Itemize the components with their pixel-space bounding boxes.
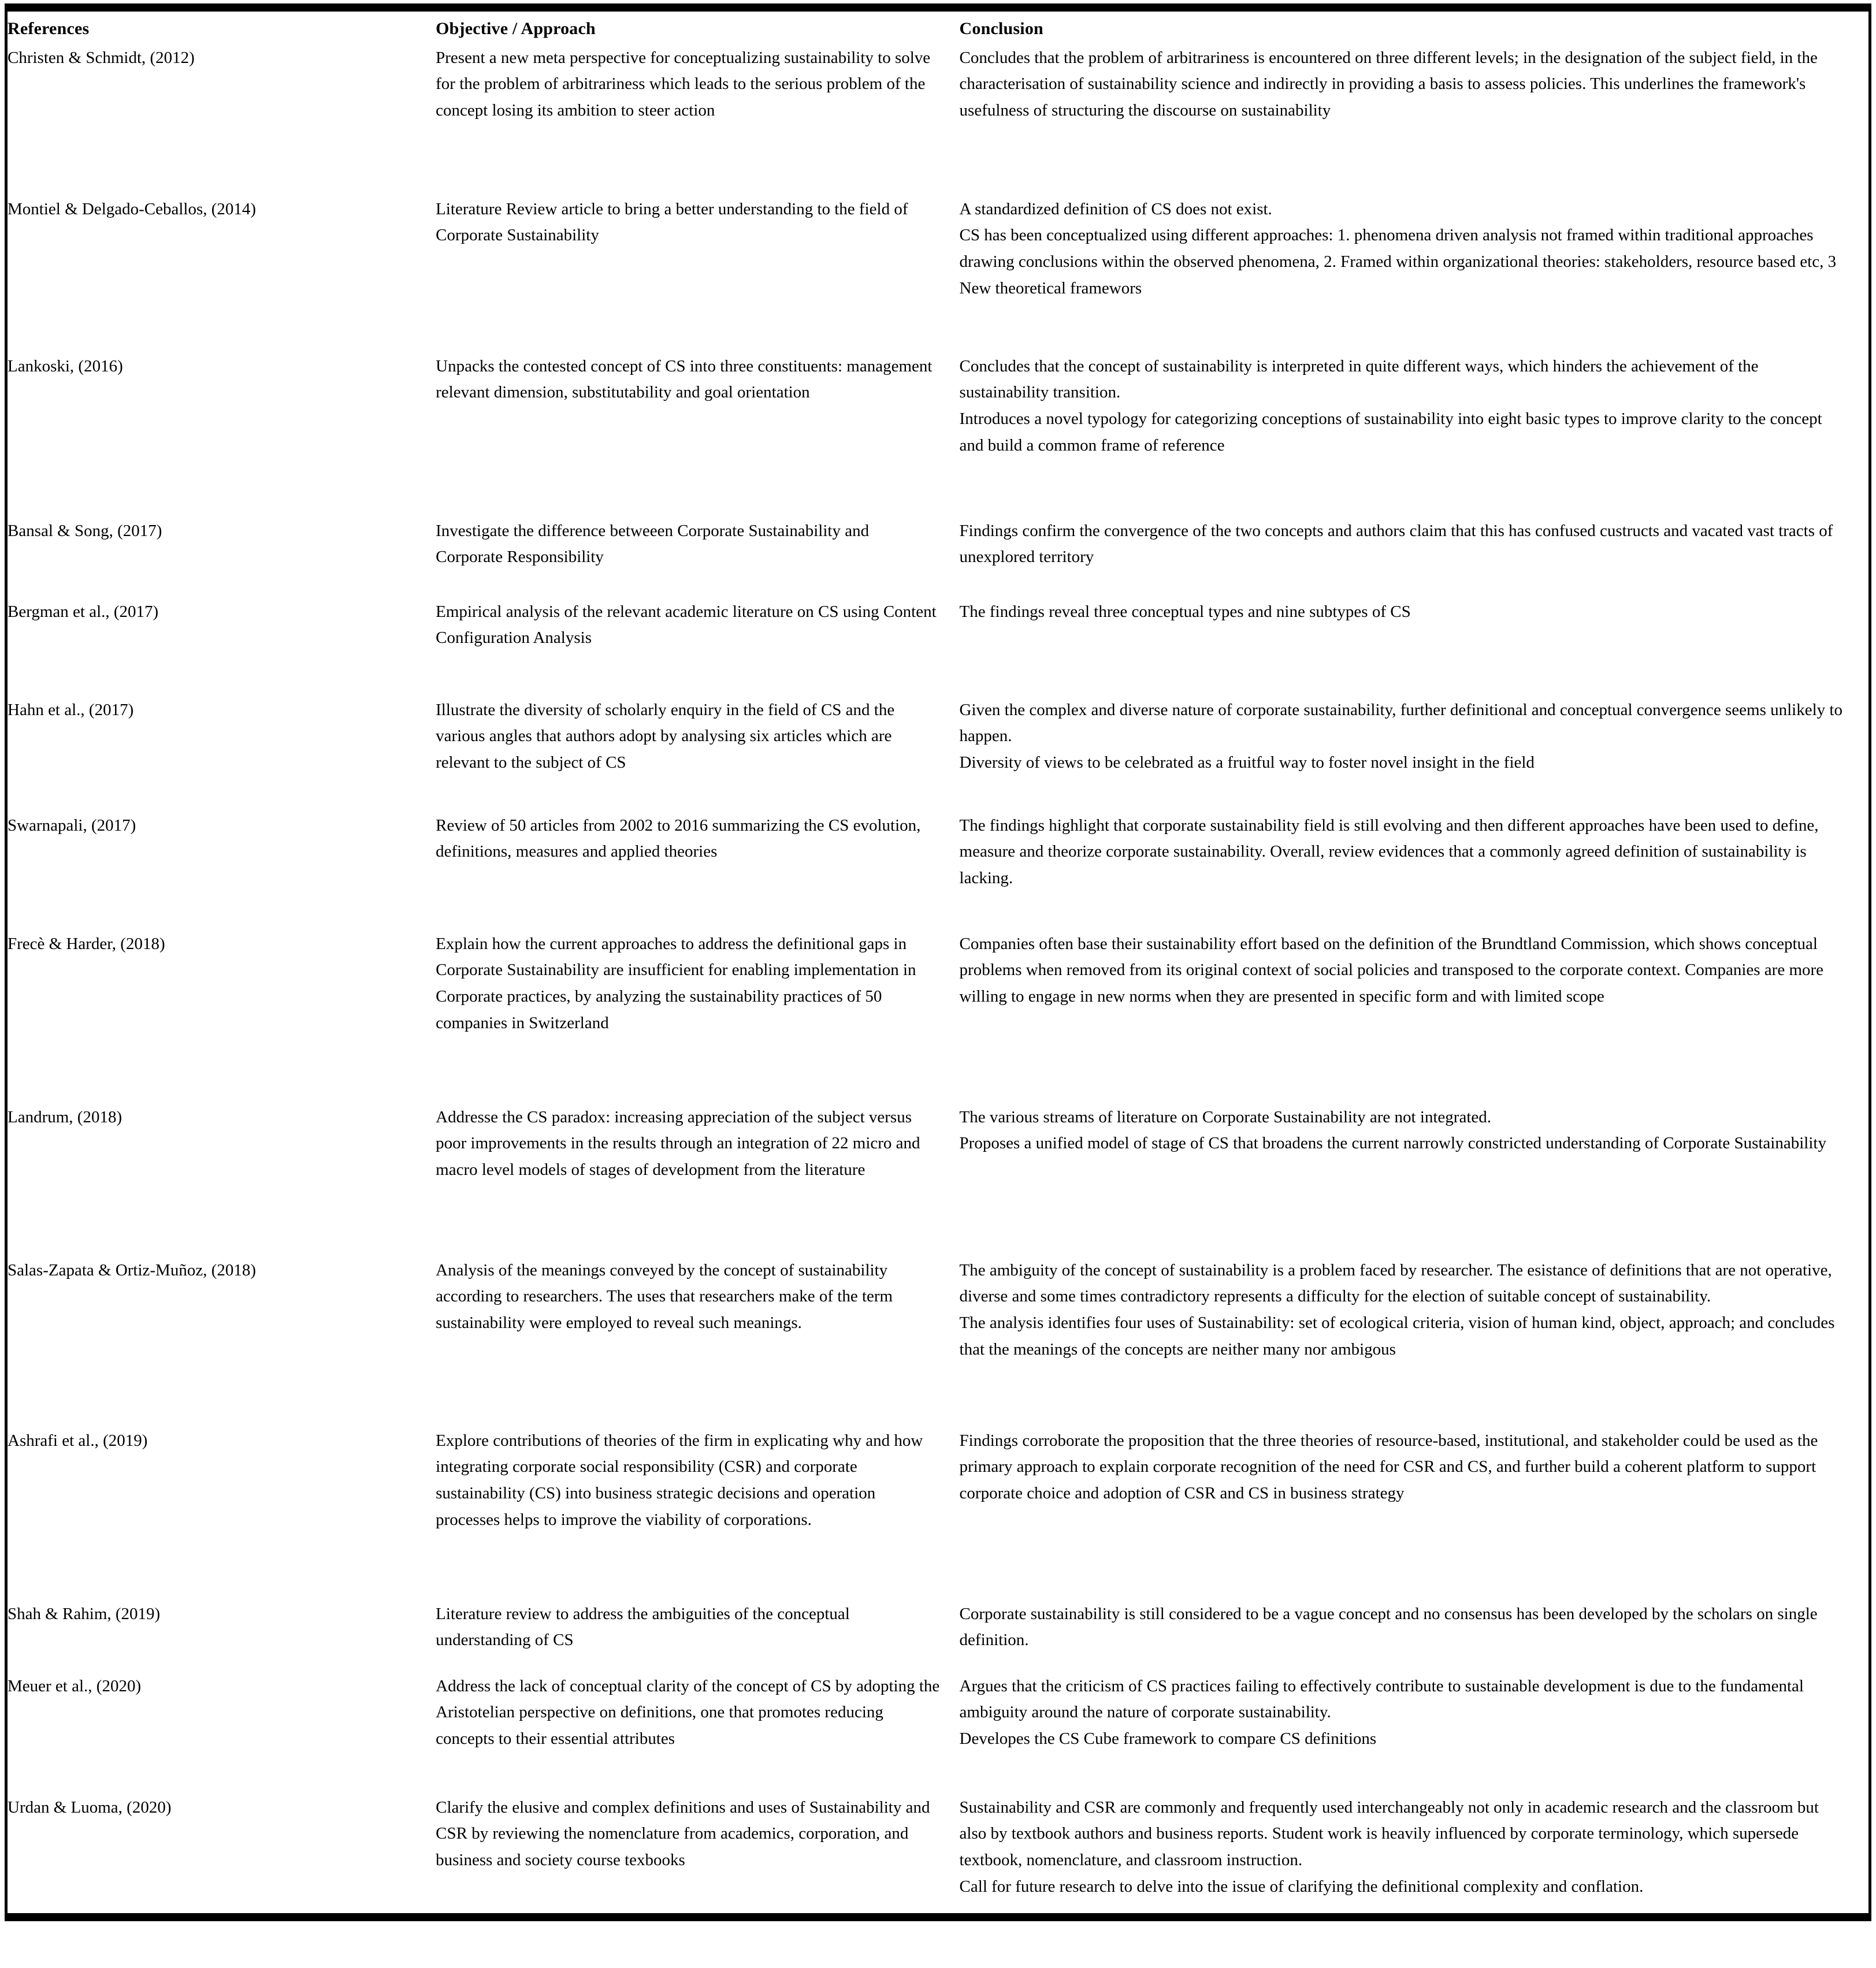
column-header-references: References <box>8 19 90 38</box>
cell-paragraph: Unpacks the contested concept of CS into three constituents: management relevant dimension, substitutability and goal orientation <box>436 356 933 402</box>
cell-paragraph: The findings reveal three conceptual types and nine subtypes of CS <box>959 602 1411 621</box>
cell-paragraph: Call for future research to delve into the issue of clarifying the definitional complexity and conflation. <box>959 1877 1644 1896</box>
cell-paragraph: Given the complex and diverse nature of corporate sustainability, further definitional and conceptual convergence seems unlikely to happen. <box>959 700 1842 746</box>
cell-conclusion <box>960 1258 1868 1428</box>
cell-paragraph: Argues that the criticism of CS practices failing to effectively contribute to sustainable development is due to the fundamental ambiguity around the nature of corporate sustainability. <box>959 1676 1804 1722</box>
cell-conclusion <box>960 518 1868 599</box>
cell-paragraph: Present a new meta perspective for conceptualizing sustainability to solve for the problem of arbitrariness which leads to the serious problem of the concept losing its ambition to steer action <box>436 48 931 120</box>
reference-citation: Ashrafi et al., (2019) <box>8 1431 148 1450</box>
cell-reference <box>8 196 436 354</box>
literature-review-table <box>8 6 1868 1968</box>
cell-reference <box>8 1795 436 1968</box>
reference-citation: Urdan & Luoma, (2020) <box>8 1798 172 1817</box>
reference-citation: Lankoski, (2016) <box>8 356 123 375</box>
cell-paragraph: Concludes that the problem of arbitrariness is encountered on three different levels; in the designation of the subject field, in the characterisation of sustainability science and indirectly in providing a basis to assess policies. This underlines the framework's usefulness of structuring the discourse on sustainability <box>959 48 1818 120</box>
cell-paragraph: Diversity of views to be celebrated as a fruitful way to foster novel insight in the field <box>959 753 1535 772</box>
table-body <box>8 45 1868 1968</box>
cell-reference <box>8 1258 436 1428</box>
cell-paragraph: Findings confirm the convergence of the two concepts and authors claim that this has confused custructs and vacated vast tracts of unexplored territory <box>959 521 1833 567</box>
cell-paragraph: Empirical analysis of the relevant academic literature on CS using Content Configuration Analysis <box>436 602 937 648</box>
cell-reference <box>8 1428 436 1601</box>
cell-paragraph: Clarify the elusive and complex definitions and uses of Sustainability and CSR by reviewing the nomenclature from academics, corporation, and business and society course texbooks <box>436 1798 930 1870</box>
cell-reference <box>8 45 436 196</box>
cell-paragraph: Explore contributions of theories of the firm in explicating why and how integrating corporate social responsibility (CSR) and corporate sustainability (CS) into business strategic decisions and operation processes helps to improve the viability of corporations. <box>436 1431 923 1529</box>
cell-objective <box>436 1104 959 1258</box>
table-bottom-rule <box>8 1913 1868 1918</box>
cell-reference <box>8 931 436 1104</box>
cell-paragraph: Corporate sustainability is still considered to be a vague concept and no consensus has been developed by the scholars on single definition. <box>959 1604 1818 1650</box>
cell-reference <box>8 1104 436 1258</box>
table-top-rule <box>8 6 1868 12</box>
cell-paragraph: Introduces a novel typology for categorizing conceptions of sustainability into eight basic types to improve clarity to the concept and build a common frame of reference <box>959 410 1822 455</box>
cell-reference <box>8 354 436 518</box>
reference-citation: Swarnapali, (2017) <box>8 816 136 835</box>
reference-citation: Christen & Schmidt, (2012) <box>8 48 195 67</box>
cell-objective <box>436 599 959 697</box>
cell-paragraph: Companies often base their sustainability effort based on the definition of the Brundtland Commission, which shows conceptual problems when removed from its original context of social policies and transposed to the corporate context. Companies are more willing to engage in new norms when they are presented in specific form and with limited scope <box>959 934 1824 1006</box>
table-row <box>8 1104 1868 1258</box>
table-row <box>8 1795 1868 1968</box>
cell-paragraph: CS has been conceptualized using different approaches: 1. phenomena driven analysis not framed within traditional approaches drawing conclusions within the observed phenomena, 2. Framed within organizational theories: stakeholders, resource based etc, 3 New theoretical framewors <box>959 226 1837 297</box>
cell-conclusion <box>960 45 1868 196</box>
cell-paragraph: The findings highlight that corporate sustainability field is still evolving and then different approaches have been used to define, measure and theorize corporate sustainability. Overall, review evidences that a commonly agreed definition of sustainability is lacking. <box>959 816 1819 888</box>
table-row <box>8 354 1868 518</box>
literature-review-table-frame <box>5 3 1871 1921</box>
cell-reference <box>8 697 436 813</box>
cell-conclusion <box>960 1673 1868 1795</box>
cell-objective <box>436 518 959 599</box>
cell-conclusion <box>960 697 1868 813</box>
cell-paragraph: Explain how the current approaches to address the definitional gaps in Corporate Sustainability are insufficient for enabling implementation in Corporate practices, by analyzing the sustainability practices of 50 companies in Switzerland <box>436 934 916 1032</box>
table-row <box>8 1258 1868 1428</box>
cell-paragraph: Findings corroborate the proposition that the three theories of resource-based, institutional, and stakeholder could be used as the primary approach to explain corporate recognition of the need for CSR and CS, and further build a coherent platform to support corporate choice and adoption of CSR and CS in business strategy <box>959 1431 1818 1503</box>
cell-objective <box>436 354 959 518</box>
table-row <box>8 1428 1868 1601</box>
reference-citation: Shah & Rahim, (2019) <box>8 1604 161 1623</box>
column-header-conclusion: Conclusion <box>959 19 1043 38</box>
cell-paragraph: Concludes that the concept of sustainability is interpreted in quite different ways, which hinders the achievement of the sustainability transition. <box>959 356 1759 402</box>
cell-reference <box>8 813 436 931</box>
table-row <box>8 599 1868 697</box>
table-row <box>8 518 1868 599</box>
table-row <box>8 1601 1868 1673</box>
reference-citation: Salas-Zapata & Ortiz-Muñoz, (2018) <box>8 1260 257 1279</box>
cell-paragraph: Literature review to address the ambiguities of the conceptual understanding of CS <box>436 1604 850 1650</box>
table-row <box>8 1673 1868 1795</box>
table-row <box>8 813 1868 931</box>
cell-objective <box>436 196 959 354</box>
cell-paragraph: Addresse the CS paradox: increasing appreciation of the subject versus poor improvements in the results through an integration of 22 micro and macro level models of stages of development from the literature <box>436 1107 920 1180</box>
cell-paragraph: The ambiguity of the concept of sustainability is a problem faced by researcher. The esistance of definitions that are not operative, diverse and some times contradictory represents a difficulty for the election of suitable concept of sustainability. <box>959 1260 1832 1306</box>
cell-conclusion <box>960 196 1868 354</box>
reference-citation: Meuer et al., (2020) <box>8 1676 142 1695</box>
cell-objective <box>436 1673 959 1795</box>
cell-paragraph: A standardized definition of CS does not exist. <box>959 199 1272 218</box>
cell-conclusion <box>960 813 1868 931</box>
reference-citation: Landrum, (2018) <box>8 1107 122 1126</box>
cell-objective <box>436 1601 959 1673</box>
cell-objective <box>436 1428 959 1601</box>
table-row <box>8 196 1868 354</box>
table-row <box>8 697 1868 813</box>
reference-citation: Hahn et al., (2017) <box>8 700 134 719</box>
table-row <box>8 45 1868 196</box>
cell-conclusion <box>960 1104 1868 1258</box>
cell-paragraph: Analysis of the meanings conveyed by the concept of sustainability according to researchers. The uses that researchers make of the term sustainability were employed to reveal such meanings. <box>436 1260 893 1333</box>
cell-objective <box>436 1258 959 1428</box>
cell-objective <box>436 931 959 1104</box>
cell-reference <box>8 1673 436 1795</box>
cell-paragraph: Illustrate the diversity of scholarly enquiry in the field of CS and the various angles that authors adopt by analysing six articles which are relevant to the subject of CS <box>436 700 895 772</box>
cell-reference <box>8 599 436 697</box>
cell-conclusion <box>960 1428 1868 1601</box>
cell-paragraph: Investigate the difference betweeen Corporate Sustainability and Corporate Responsibility <box>436 521 870 567</box>
cell-paragraph: Literature Review article to bring a better understanding to the field of Corporate Sustainability <box>436 199 908 245</box>
reference-citation: Frecè & Harder, (2018) <box>8 934 165 953</box>
cell-reference <box>8 518 436 599</box>
cell-objective <box>436 813 959 931</box>
cell-conclusion <box>960 354 1868 518</box>
cell-conclusion <box>960 599 1868 697</box>
cell-paragraph: Developes the CS Cube framework to compare CS definitions <box>959 1729 1377 1748</box>
cell-conclusion <box>960 1601 1868 1673</box>
reference-citation: Bergman et al., (2017) <box>8 602 159 621</box>
cell-objective <box>436 1795 959 1968</box>
cell-paragraph: The various streams of literature on Corporate Sustainability are not integrated. <box>959 1107 1492 1126</box>
table-header-row <box>8 6 1868 45</box>
cell-objective <box>436 45 959 196</box>
reference-citation: Montiel & Delgado-Ceballos, (2014) <box>8 199 257 218</box>
cell-objective <box>436 697 959 813</box>
cell-conclusion <box>960 1795 1868 1968</box>
reference-citation: Bansal & Song, (2017) <box>8 521 162 540</box>
table-row <box>8 931 1868 1104</box>
column-header-objective: Objective / Approach <box>436 19 596 38</box>
cell-paragraph: Review of 50 articles from 2002 to 2016 summarizing the CS evolution, definitions, measures and applied theories <box>436 816 921 861</box>
cell-paragraph: Proposes a unified model of stage of CS that broadens the current narrowly constricted understanding of Corporate Sustainability <box>959 1134 1826 1153</box>
cell-conclusion <box>960 931 1868 1104</box>
cell-paragraph: Address the lack of conceptual clarity of the concept of CS by adopting the Aristotelian perspective on definitions, one that promotes reducing concepts to their essential attributes <box>436 1676 940 1748</box>
cell-paragraph: The analysis identifies four uses of Sustainability: set of ecological criteria, vision of human kind, object, approach; and concludes that the meanings of the concepts are neither many nor ambigous <box>959 1314 1835 1359</box>
cell-reference <box>8 1601 436 1673</box>
cell-paragraph: Sustainability and CSR are commonly and frequently used interchangeably not only in academic research and the classroom but also by textbook authors and business reports. Student work is heavily influenced by corporate terminology, which supersede textbook, nomenclature, and classroom instruction. <box>959 1798 1819 1870</box>
